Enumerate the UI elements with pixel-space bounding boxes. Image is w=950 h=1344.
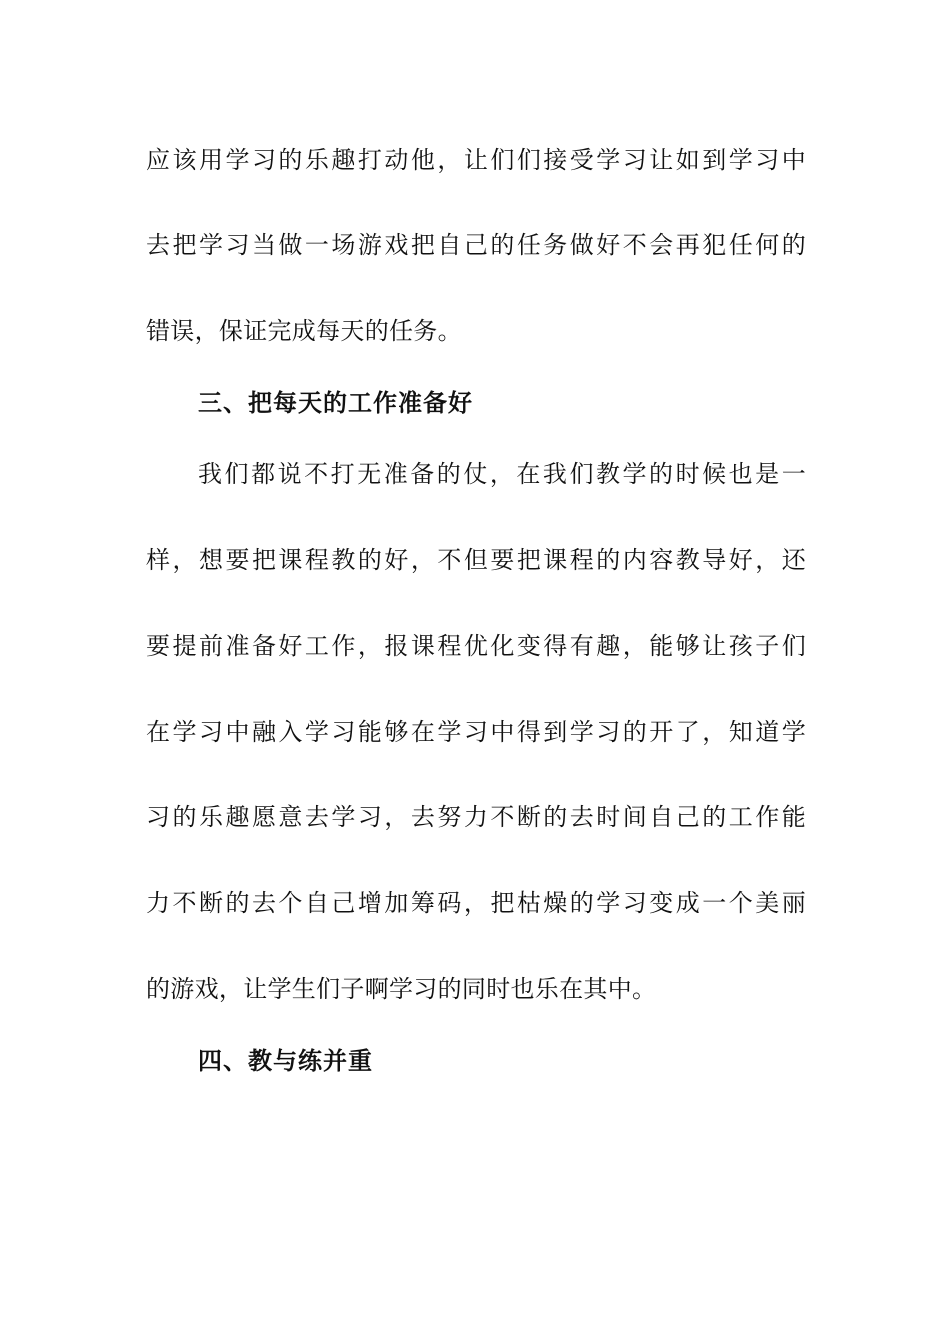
paragraph-line: 应该用学习的乐趣打动他，让们们接受学习让如到学习中 — [146, 146, 806, 174]
paragraph-line: 去把学习当做一场游戏把自己的任务做好不会再犯任何的 — [146, 231, 806, 259]
paragraph-line: 要提前准备好工作，报课程优化变得有趣，能够让孩子们 — [146, 632, 806, 660]
section-heading-three: 三、把每天的工作准备好 — [198, 388, 473, 417]
paragraph-line: 力不断的去个自己增加筹码，把枯燥的学习变成一个美丽 — [146, 889, 806, 917]
section-heading-four: 四、教与练并重 — [198, 1046, 373, 1075]
paragraph-line: 在学习中融入学习能够在学习中得到学习的开了，知道学 — [146, 718, 806, 746]
paragraph-line: 我们都说不打无准备的仗，在我们教学的时候也是一 — [198, 460, 806, 488]
paragraph-line: 样，想要把课程教的好，不但要把课程的内容教导好，还 — [146, 546, 806, 574]
paragraph-line: 习的乐趣愿意去学习，去努力不断的去时间自己的工作能 — [146, 803, 806, 831]
paragraph-line: 的游戏，让学生们子啊学习的同时也乐在其中。 — [146, 975, 657, 1003]
paragraph-line: 错误，保证完成每天的任务。 — [146, 317, 462, 345]
